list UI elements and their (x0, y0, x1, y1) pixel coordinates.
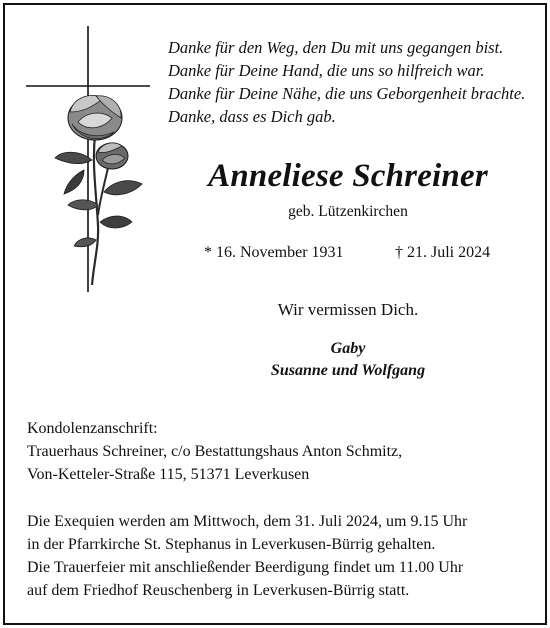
poem-line: Danke, dass es Dich gab. (168, 107, 336, 126)
poem-line: Danke für den Weg, den Du mit uns gegangen bist. (168, 38, 504, 57)
mourners (170, 338, 526, 382)
poem-line: Danke für Deine Hand, die uns so hilfreich war. (168, 61, 485, 80)
poem (168, 36, 525, 128)
service-line: Die Trauerfeier mit anschließender Beerdigung findet um 11.00 Uhr (27, 559, 464, 576)
cross-with-rose-icon (0, 0, 170, 300)
mourner-name: Susanne und Wolfgang (270, 362, 426, 379)
condolence-address (27, 417, 402, 486)
mourner-name: Gaby (330, 340, 366, 357)
birth-date: * 16. November 1931 (204, 244, 344, 261)
poem-line: Danke für Deine Nähe, die uns Geborgenheit brachte. (168, 84, 526, 103)
condolence-line: Kondolenzanschrift: (27, 420, 158, 437)
memorial-message: Wir vermissen Dich. (277, 300, 419, 319)
service-details (27, 510, 467, 602)
service-line: in der Pfarrkirche St. Stephanus in Leverkusen-Bürrig gehalten. (27, 536, 436, 553)
death-date: † 21. Juli 2024 (395, 244, 491, 261)
condolence-line: Trauerhaus Schreiner, c/o Bestattungshaus Anton Schmitz, (27, 443, 403, 460)
condolence-line: Von-Ketteler-Straße 115, 51371 Leverkusen (27, 466, 310, 483)
service-line: auf dem Friedhof Reuschenberg in Leverkusen-Bürrig statt. (27, 582, 410, 599)
rose-icon (55, 95, 142, 285)
deceased-name: Anneliese Schreiner (208, 158, 488, 194)
service-line: Die Exequien werden am Mittwoch, dem 31. Juli 2024, um 9.15 Uhr (27, 513, 468, 530)
birth-name: geb. Lützenkirchen (288, 203, 408, 220)
